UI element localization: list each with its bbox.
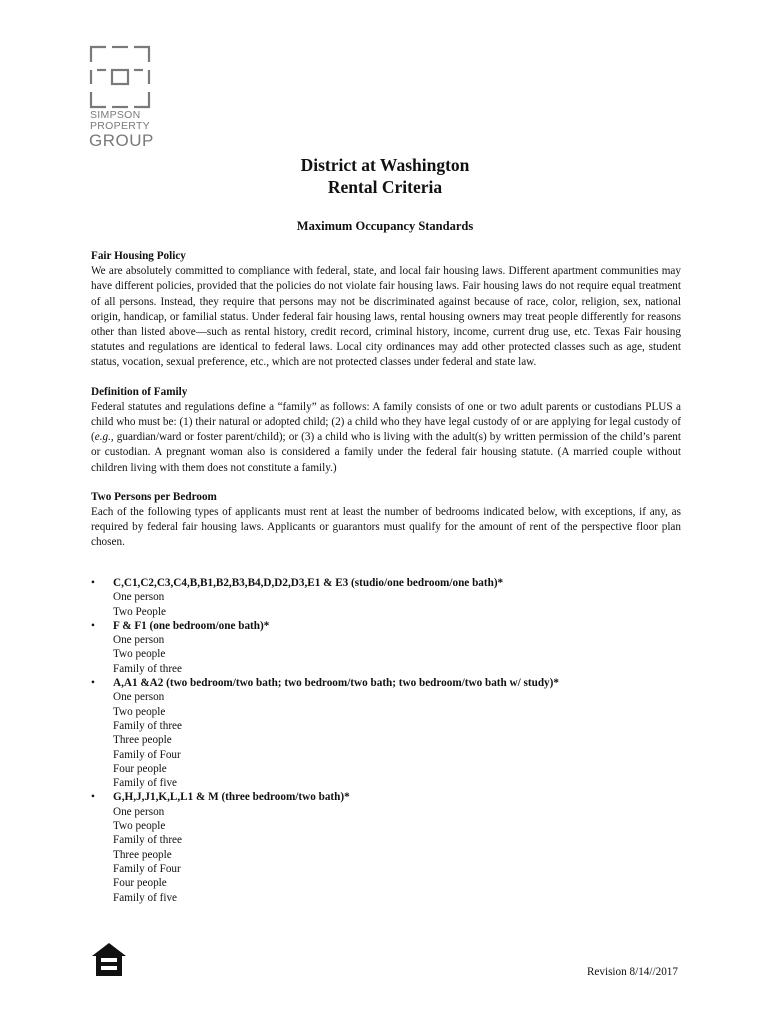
section-paragraph: We are absolutely committed to compliance with federal, state, and local fair housing laws. Different apartment communities may have different policies, provided that the policies do not violate fair housing laws. Fair housing laws do not require equal treatment of all persons. Instead, they require that persons may not be discriminated against because of race, color, religion, sex, national origin, handicap, or familial status. Under federal fair housing laws, rental housing owners may treat people differently for reasons other than listed above—such as rental history, credit record, criminal history, income, current drug use, etc. Texas Fair housing statutes and regulations are identical to federal laws. Local city ordinances may add other protected classes such as age, student status, vocation, sexual preference, etc., which are not protected classes under federal and state law. — [91, 265, 681, 369]
equal-housing-opportunity-icon — [90, 941, 128, 979]
unit-heading: F & F1 (one bedroom/one bath)* — [113, 619, 270, 632]
paragraph-text: guardian/ward or foster parent/child); or (3) a child who is living with the adult(s) by written permission of the child’s parent or custodian. A pregnant woman also is considered a family under the federal fair housing statute. (A married couple without children living with them does not constitute a family.) — [91, 431, 681, 474]
company-logo — [88, 44, 156, 149]
list-item — [91, 790, 681, 904]
document-body — [91, 249, 681, 565]
revision-date: Revision 8/14//2017 — [586, 966, 678, 978]
occupancy-item: Three people — [113, 848, 172, 861]
unit-heading: C,C1,C2,C3,C4,B,B1,B2,B3,B4,D,D2,D3,E1 & E3 (studio/one bedroom/one bath)* — [113, 577, 504, 589]
list-item — [91, 619, 681, 676]
title-line-property: District at Washington — [300, 155, 470, 175]
unit-occupancy-list — [91, 576, 681, 905]
occupancy-item: Family of five — [113, 891, 178, 904]
occupancy-item: One person — [113, 691, 165, 704]
simpson-property-group-logo-icon — [88, 44, 152, 110]
occupancy-item: Three people — [113, 734, 172, 747]
section-paragraph: Each of the following types of applicants must rent at least the number of bedrooms indicated below, with exceptions, if any, as required by federal fair housing laws. Applicants or guarantors must qualify for the amount of rent of the perspective floor plan chosen. — [91, 506, 681, 549]
occupancy-item: Two people — [113, 820, 166, 833]
occupancy-item: Family of three — [113, 834, 182, 847]
section-fair-housing — [91, 249, 681, 371]
document-title — [0, 154, 770, 198]
bullet: • — [91, 791, 95, 804]
bullet: • — [91, 577, 95, 589]
bullet: • — [91, 677, 95, 690]
bullet: • — [91, 619, 95, 632]
occupancy-item: Four people — [113, 762, 167, 775]
occupancy-item: One person — [113, 591, 165, 604]
unit-heading: A,A1 &A2 (two bedroom/two bath; two bedroom/two bath; two bedroom/two bath w/ study)* — [113, 677, 559, 690]
logo-line-simpson: SIMPSON — [90, 109, 141, 121]
occupancy-item: Family of three — [113, 719, 182, 732]
logo-wordmark — [88, 110, 156, 149]
section-definition-of-family — [91, 385, 681, 476]
section-heading: Definition of Family — [91, 385, 188, 398]
section-paragraph — [91, 400, 681, 476]
unit-heading: G,H,J,J1,K,L,L1 & M (three bedroom/two bath)* — [113, 791, 350, 804]
paragraph-italic-text: e.g., — [94, 431, 114, 444]
occupancy-item: Family of Four — [113, 862, 181, 875]
occupancy-item: One person — [113, 634, 165, 647]
section-heading: Two Persons per Bedroom — [91, 490, 217, 503]
occupancy-item: Family of five — [113, 777, 178, 790]
logo-line-group: GROUP — [89, 131, 154, 150]
section-heading: Fair Housing Policy — [91, 250, 186, 262]
list-item — [91, 576, 681, 619]
occupancy-item: Family of Four — [113, 748, 181, 761]
title-line-criteria: Rental Criteria — [327, 177, 443, 197]
list-item — [91, 676, 681, 790]
document-subtitle: Maximum Occupancy Standards — [296, 219, 474, 233]
occupancy-item: One person — [113, 805, 165, 818]
occupancy-item: Two people — [113, 705, 166, 718]
occupancy-item: Two People — [113, 605, 166, 618]
section-two-persons-per-bedroom — [91, 490, 681, 551]
logo-line-property: PROPERTY — [90, 120, 150, 132]
occupancy-item: Two people — [113, 648, 166, 661]
occupancy-item: Family of three — [113, 662, 182, 675]
paragraph-text: Federal statutes and regulations define a “family” as follows: A family consists of one or two adult parents or custodians PLUS a child who must be: (1) their natural or adopted child; (2) a child who they have legal custody of or are applying for legal custody of ( — [91, 400, 681, 444]
occupancy-item: Four people — [113, 877, 167, 890]
